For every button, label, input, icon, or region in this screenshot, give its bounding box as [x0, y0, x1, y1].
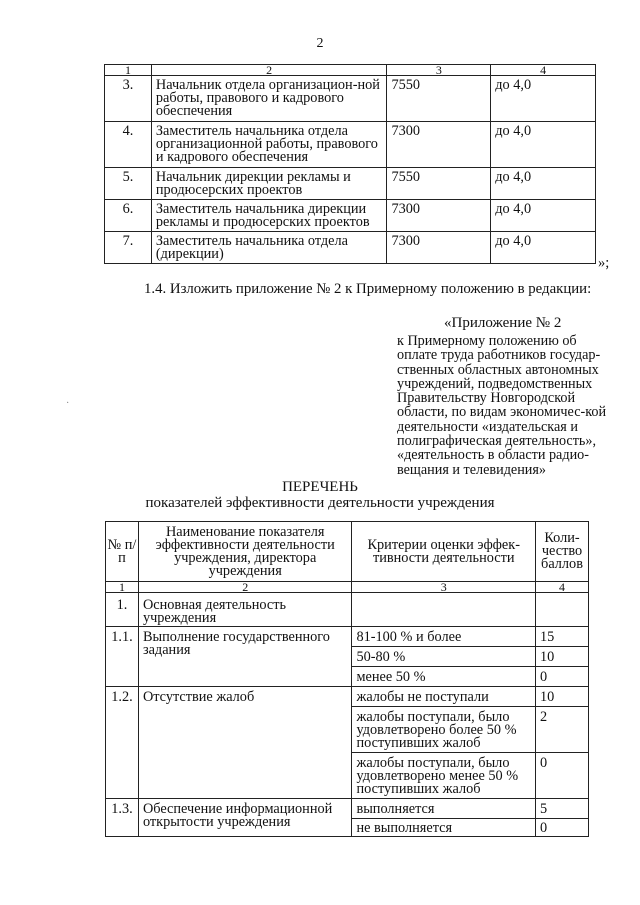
criterion-text: 81-100 % и более	[352, 627, 536, 647]
table-row	[105, 232, 596, 264]
position-title: Заместитель начальника отдела (дирекции)	[151, 232, 387, 264]
section-row	[106, 593, 589, 627]
list-heading: ПЕРЕЧЕНЬ	[282, 479, 358, 495]
scan-mark: ·	[66, 398, 70, 409]
salary-value: 7300	[387, 122, 491, 168]
coefficient-value: до 4,0	[491, 76, 596, 122]
salary-value: 7300	[387, 232, 491, 264]
criterion-points: 10	[536, 687, 589, 707]
row-number: 7.	[105, 232, 152, 264]
table2-column-numbers	[106, 582, 589, 593]
staff-salary-table	[104, 64, 596, 264]
table-row	[105, 168, 596, 200]
criterion-text: выполняется	[352, 799, 536, 819]
criterion-text: не выполняется	[352, 819, 536, 837]
table2-col-2: 2	[138, 582, 352, 593]
salary-value: 7300	[387, 200, 491, 232]
coefficient-value: до 4,0	[491, 122, 596, 168]
indicator-name: Обеспечение информационной открытости учреждения	[138, 799, 352, 837]
table1-col-3: 3	[387, 65, 491, 76]
table-row	[106, 627, 589, 647]
coefficient-value: до 4,0	[491, 232, 596, 264]
table-row	[105, 200, 596, 232]
row-number: 3.	[105, 76, 152, 122]
table-row	[106, 799, 589, 819]
coefficient-value: до 4,0	[491, 168, 596, 200]
criterion-text: жалобы не поступали	[352, 687, 536, 707]
table2-col-1: 1	[106, 582, 139, 593]
salary-value: 7550	[387, 168, 491, 200]
criterion-points: 0	[536, 753, 589, 799]
appendix-description: к Примерному положению об оплате труда работников государ-ственных областных автономных учреждений, подведомственных Правительству Новгородской области, по видам экономичес-кой деятельности «издательская и полиграфическая деятельность», «деятельность в области радио-вещания и телевидения»	[397, 333, 607, 478]
criterion-text: 50-80 %	[352, 647, 536, 667]
table2-col-3: 3	[352, 582, 536, 593]
section-name: Основная деятельность учреждения	[138, 593, 352, 627]
list-subheading: показателей эффективности деятельности учреждения	[145, 495, 495, 511]
criterion-points: 10	[536, 647, 589, 667]
table-row	[105, 76, 596, 122]
indicator-number: 1.1.	[106, 627, 139, 687]
table2-header-row	[106, 522, 589, 582]
indicator-number: 1.2.	[106, 687, 139, 799]
table-row	[105, 122, 596, 168]
table1-col-4: 4	[491, 65, 596, 76]
position-title: Заместитель начальника отдела организационной работы, правового и кадрового обеспечения	[151, 122, 387, 168]
header-indicator-name: Наименование показателя эффективности деятельности учреждения, директора учреждения	[138, 522, 352, 582]
criterion-text: менее 50 %	[352, 667, 536, 687]
criterion-text: жалобы поступали, было удовлетворено более 50 % поступивших жалоб	[352, 707, 536, 753]
page-number: 2	[316, 36, 324, 51]
table1-col-1: 1	[105, 65, 152, 76]
table2-col-4: 4	[536, 582, 589, 593]
row-number: 6.	[105, 200, 152, 232]
indicator-name: Выполнение государственного задания	[138, 627, 352, 687]
position-title: Начальник дирекции рекламы и продюсерских проектов	[151, 168, 387, 200]
row-number: 5.	[105, 168, 152, 200]
table1-column-numbers	[105, 65, 596, 76]
performance-indicators-table	[105, 521, 589, 837]
position-title: Заместитель начальника дирекции рекламы и продюсерских проектов	[151, 200, 387, 232]
criterion-points: 2	[536, 707, 589, 753]
row-number: 4.	[105, 122, 152, 168]
coefficient-value: до 4,0	[491, 200, 596, 232]
position-title: Начальник отдела организацион-ной работы, правового и кадрового обеспечения	[151, 76, 387, 122]
appendix-title: «Приложение № 2	[444, 315, 562, 331]
criterion-points: 15	[536, 627, 589, 647]
indicator-number: 1.3.	[106, 799, 139, 837]
criterion-points: 0	[536, 819, 589, 837]
paragraph-1-4: 1.4. Изложить приложение № 2 к Примерному положению в редакции:	[144, 281, 592, 297]
criterion-text: жалобы поступали, было удовлетворено менее 50 % поступивших жалоб	[352, 753, 536, 799]
salary-value: 7550	[387, 76, 491, 122]
indicator-name: Отсутствие жалоб	[138, 687, 352, 799]
section-number: 1.	[106, 593, 139, 627]
header-points: Коли-чество баллов	[536, 522, 589, 582]
closing-quote: »;	[598, 255, 610, 271]
criterion-points: 5	[536, 799, 589, 819]
criterion-points: 0	[536, 667, 589, 687]
table-row	[106, 687, 589, 707]
header-num: № п/п	[106, 522, 139, 582]
header-criteria: Критерии оценки эффек-тивности деятельности	[352, 522, 536, 582]
table1-col-2: 2	[151, 65, 387, 76]
